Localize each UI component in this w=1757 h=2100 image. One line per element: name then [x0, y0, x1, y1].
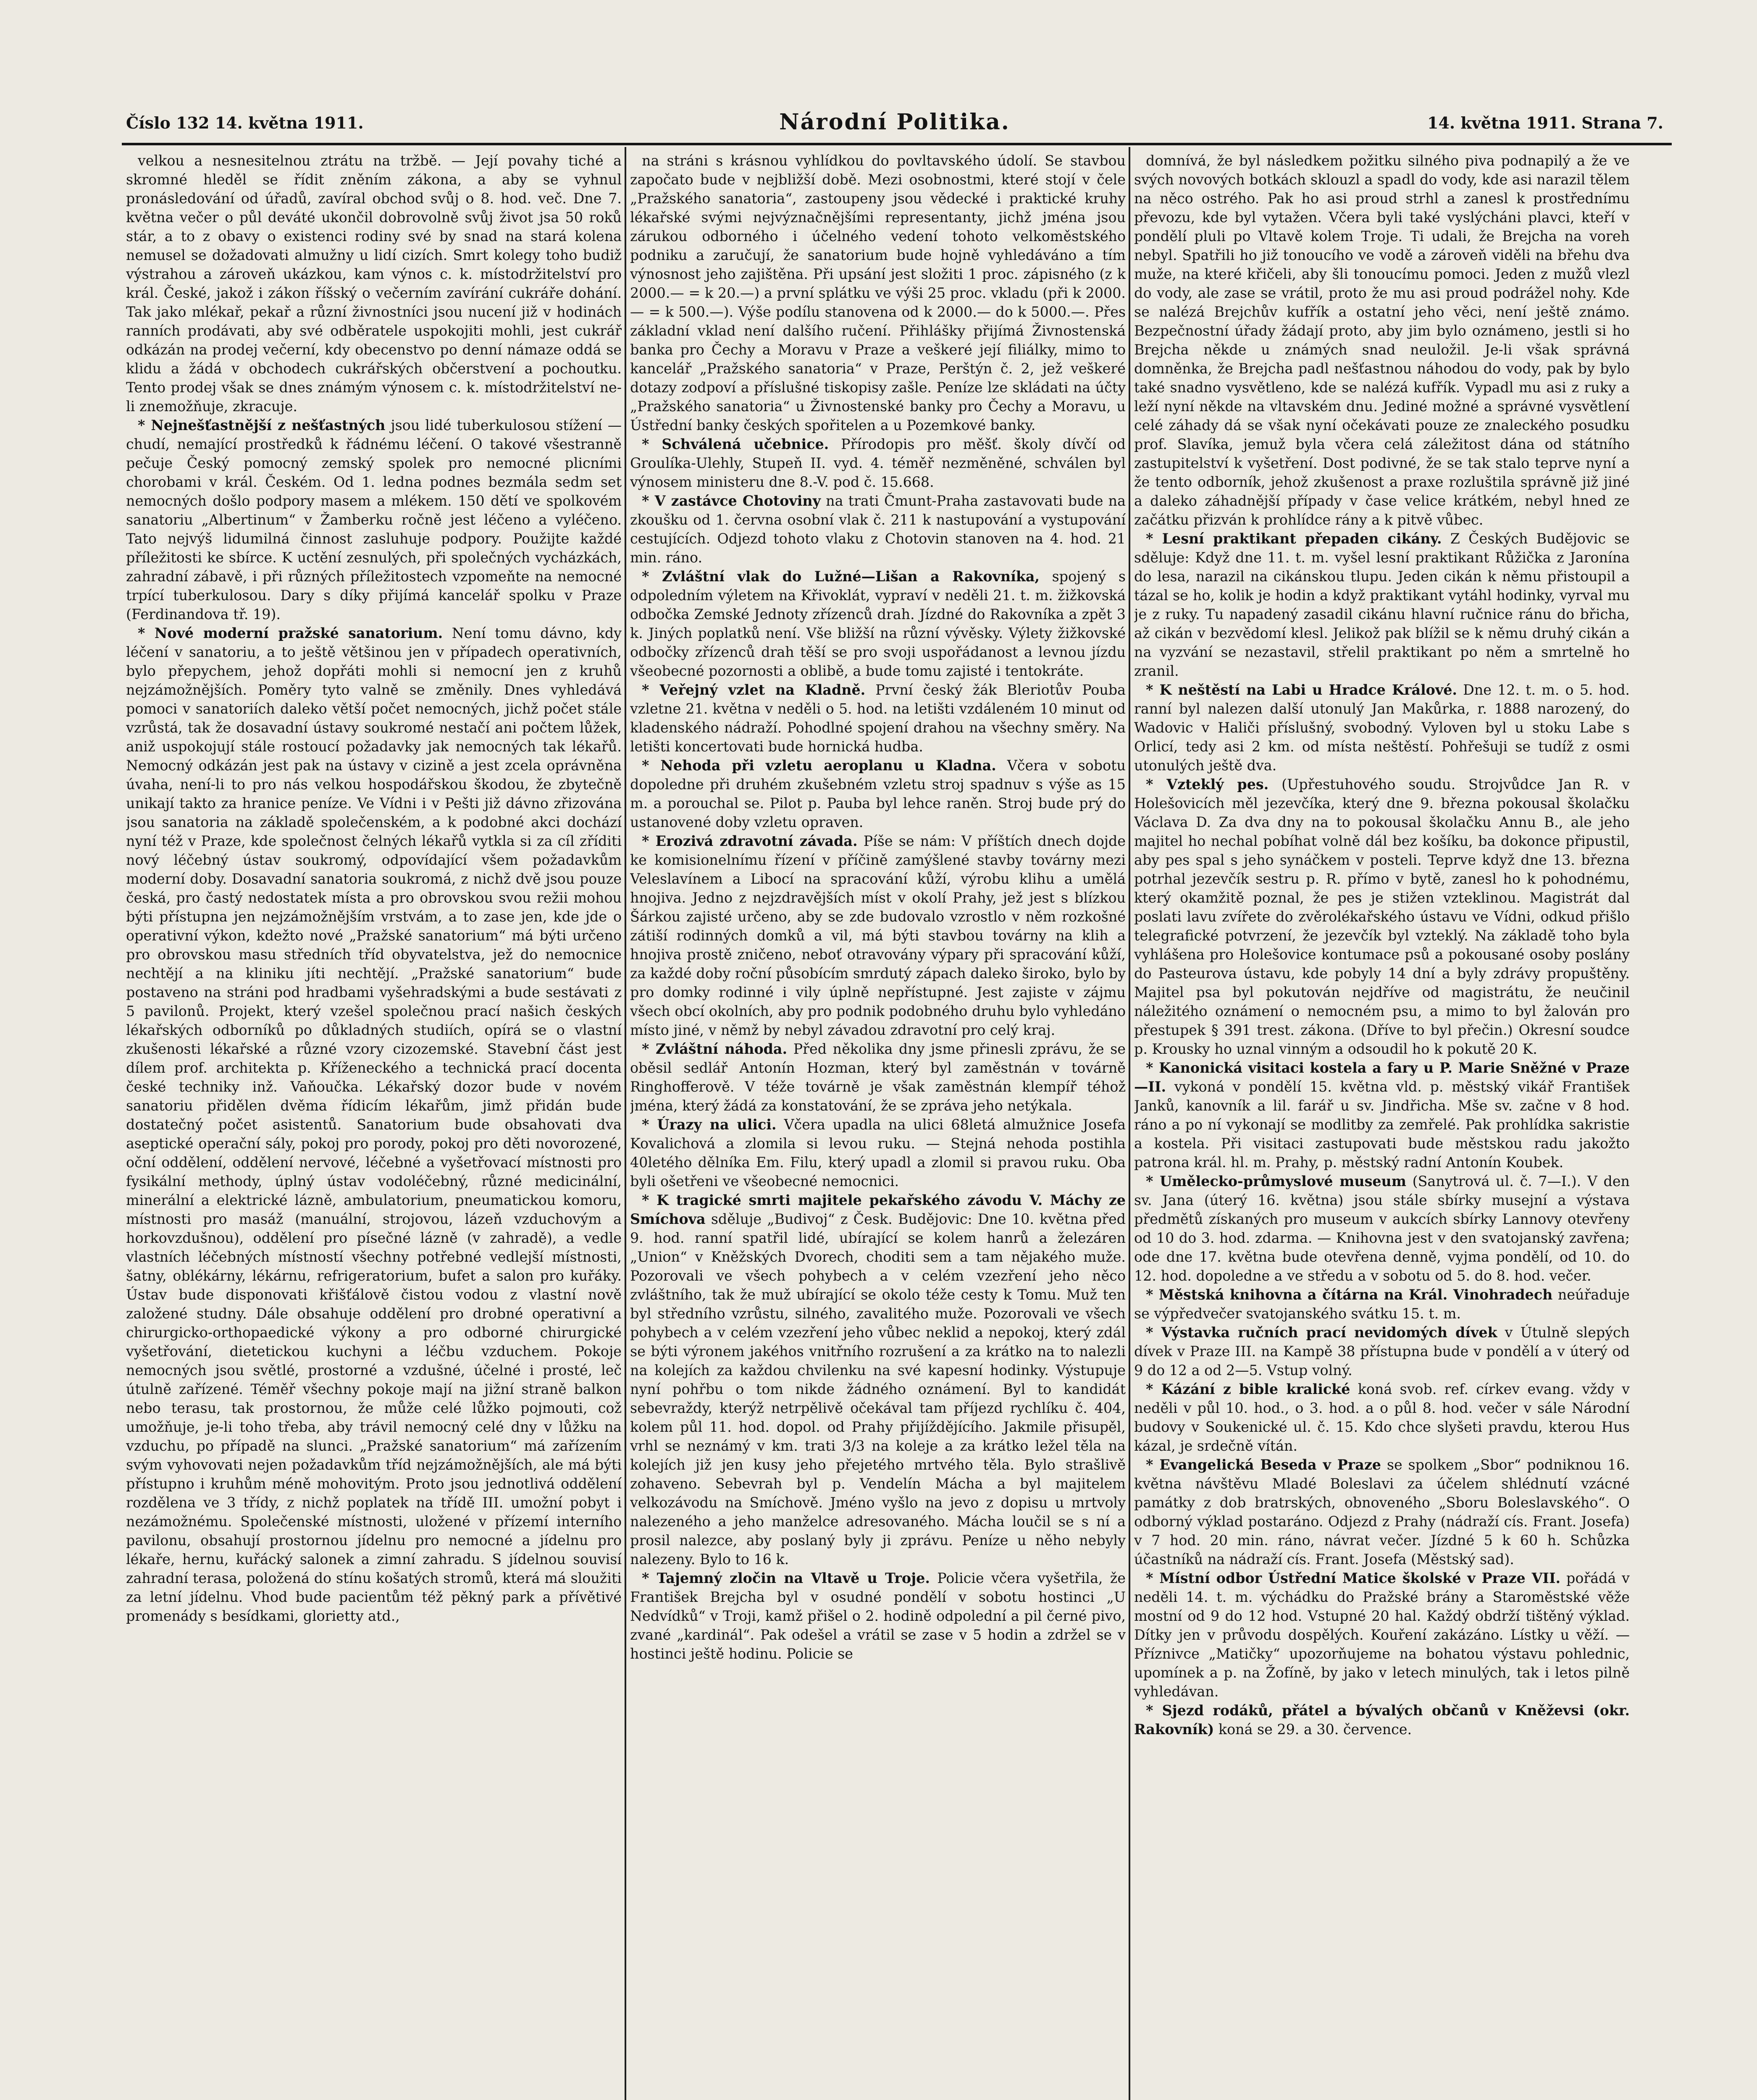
article-headline: * K tragické smrti majitele pekařského závodu V. Máchy ze Smíchova [630, 1192, 1126, 1227]
article-paragraph [630, 435, 1126, 491]
article-text: Policie včera vyšetřila, že František Brejcha byl v osudné pondělí v sobotu hostinci „U Nedvídků“ v Troji, kamž přišel o 2. hodině odpolední a pil černé pivo, zvané „kardinál“. Pak odešel a vrátil se zase v 5 hodin a zdržel se v hostinci ještě hodinu. Policie se [630, 1570, 1126, 1662]
article-headline: * Schválená učebnice. [642, 436, 829, 452]
article-headline: * Zvláštní náhoda. [642, 1041, 788, 1057]
column-1 [126, 151, 622, 2100]
article-text: Dne 12. t. m. o 5. hod. ranní byl nalezen další utonulý Jan Makůrka, r. 1888 narozený, do Wadovic v Haliči příslušný, svobodný. Vyloven byl u stoku Labe s Orlicí, tedy asi 2 km. od místa neštěstí. Pohřešuji se tudíž z osmi utonulých ještě dva. [1134, 682, 1630, 774]
article-paragraph [1134, 1455, 1630, 1569]
article-paragraph [630, 832, 1126, 1040]
article-text: domnívá, že byl následkem požitku silného piva podnapilý a že ve svých novových botkách sklouzl a spadl do vody, kde asi narazil tělem na něco ostrého. Pak ho asi proud strhl a zanesl k prostřednímu převozu, kde byl vytažen. Včera byli také vyslýcháni plavci, kteří v pondělí pluli po Vltavě kolem Troje. Ti udali, že Brejcha na voreh nebyl. Spatřili ho již tonoucího ve vodě a zároveň viděli na břehu dva muže, na které křičeli, aby šli tonoucímu pomoci. Jeden z mužů vlezl do vody, ale zase se vrátil, proto že mu asi proud podrážel nohy. Kde se nalézá Brejchův kufřík a ostatní jeho věci, není ještě známo. Bezpečnostní úřady žádají proto, aby jim bylo oznámeno, jestli si ho Brejcha někde u známých snad neuložil. Je-li však správná domněnka, že Brejcha padl nešťastnou náhodou do vody, pak by bylo také snadno vysvětleno, kde se nalézá kufřík. Vypadl mu asi z ruky a leží nyní někde na vltavském dnu. Jediné možné a správné vysvětlení celé záhady dá se však nyní očekávati pouze ze znaleckého posudku prof. Slavíka, jemuž byla včera celá záležitost dána od státního zastupitelství k vyšetření. Dost podivné, že se tak stalo teprve nyní a že tento odborník, jehož zkušenost a praxe rozluštila správně již jiné a daleko záhadnější případy v čase velice krátkém, nebyl hned ze začátku přizván k prohlídce rány a k pitvě vůbec. [1134, 152, 1630, 528]
article-paragraph [1134, 1701, 1630, 1739]
article-text: jsou lidé tuberkulosou stížení — chudí, nemající prostředků k řádnému léčení. O takové všestranně pečuje Český pomocný zemský spolek pro nemocné plicními chorobami v král. Českém. Od 1. ledna podnes bezmála sedm set nemocných došlo podpory masem a mlékem. 150 dětí ve spolkovém sanatoriu „Albertinum“ v Žamberku ročně jest léčeno a vyléčeno. Tato nejvýš lidumilná činnost zasluhuje podpory. Použijte každé příležitosti ke sbírce. K uctění zesnulých, při společných vycházkách, zahradní zábavě, i při různých příležitostech vzpomeňte na nemocné trpící tuberkulosou. Dary s díky přijímá kancelář spolku v Praze (Ferdinandova tř. 19). [126, 417, 622, 622]
article-paragraph [630, 567, 1126, 680]
article-text: Přírodopis pro měšť. školy dívčí od Groulíka-Ulehly, Stupeň II. vyd. 4. téměř nezměněné, schválen byl výnosem ministeru dne 8.-V. pod č. 15.668. [630, 436, 1126, 490]
article-headline: * Zvláštní vlak do Lužné—Lišan a Rakovníka, [642, 568, 1040, 585]
article-headline: * Místní odbor Ústřední Matice školské v Praze VII. [1146, 1570, 1561, 1586]
article-paragraph [630, 151, 1126, 435]
article-headline: * Městská knihovna a čítárna na Král. Vinohradech [1146, 1286, 1553, 1303]
article-text: Včera v sobotu dopoledne při druhém zkušebném vzletu stroj spadnuv s výše as 15 m. a porouchal se. Pilot p. Pauba byl lehce raněn. Stroj bude prý do ustanovené doby vzletu opraven. [630, 757, 1126, 830]
column-2 [630, 151, 1126, 2100]
article-headline: * Kázání z bible kralické [1146, 1381, 1350, 1397]
article-paragraph [1134, 151, 1630, 529]
article-text: spojený s odpoledním výletem na Křivoklát, vypraví v neděli 21. t. m. žižkovská odbočka Zemské Jednoty zřízenců drah. Jízdné do Rakovníka a zpět 3 k. Jiných poplatků není. Vše bližší na různí vývěsky. Výlety žižkovské odbočky zřízenců drah těší se pro svoji uspořádanost a levnou jízdu všeobecné pozornosti a oblibě, a bude tomu zajisté i tentokráte. [630, 568, 1126, 679]
article-paragraph [1134, 1569, 1630, 1701]
page-header [126, 109, 1663, 143]
article-headline: * Vzteklý pes. [1146, 776, 1269, 793]
article-text: Včera upadla na ulici 68letá almužnice Josefa Kovalichová a zlomila si levou ruku. — Stejná nehoda postihla 40letého dělníka Em. Filu, který upadl a zlomil si pravou ruku. Oba byli ošetřeni ve všeobecné nemocnici. [630, 1116, 1126, 1189]
article-paragraph [630, 756, 1126, 832]
article-paragraph [630, 680, 1126, 756]
article-headline: * Evangelická Beseda v Praze [1146, 1457, 1381, 1473]
article-headline: * Výstavka ručních prací nevidomých dívek [1146, 1324, 1497, 1341]
article-text: koná se 29. a 30. července. [1218, 1721, 1412, 1738]
article-paragraph [1134, 1058, 1630, 1172]
article-text: koná svob. ref. církev evang. vždy v neděli v půl 10. hod., o 3. hod. a o půl 8. hod. večer v sále Národní budovy v Soukenické ul. č. 15. Kdo chce slyšeti pravdu, kterou Hus kázal, je srdečně vítán. [1134, 1381, 1630, 1454]
article-text: Z Českých Budějovic se sděluje: Když dne 11. t. m. vyšel lesní praktikant Růžička z Jaronína do lesa, narazil na cikánskou tlupu. Jeden cikán k němu přistoupil a tázal se ho, kolik je hodin a když praktikant vytáhl hodinky, vyrval mu je z ruky. Tu napadený zasadil cikánu hlavní ručnice ránu do břicha, až cikán v bezvědomí klesl. Jelikož pak blížil se k němu druhý cikán a na vyzvání se nezastavil, střelil praktikant po něm a smrtelně ho zranil. [1134, 530, 1630, 679]
article-headline: * Úrazy na ulici. [642, 1116, 777, 1133]
article-text: Není tomu dávno, kdy léčení v sanatoriu, a to ještě většinou jen v případech operativních, bylo přepychem, jehož dopřáti mohli si nemocní jen z kruhů nejzámožnějších. Poměry tyto valně se změnily. Dnes vyhledává pomoci v sanatoriích daleko větší počet nemocných, jichž počet stále vzrůstá, tak že dosavadní ústavy soukromé nestačí ani počtem lůžek, aniž uspokojují stále rostoucí požadavky jak nemocných tak lékařů. Nemocný odkázán jest pak na ústavy v cizině a jest zcela oprávněna úvaha, není-li to pro nás velkou hospodářskou škodou, že zbytečně unikají takto za hranice peníze. Ve Vídni i v Pešti již dávno zřizována jsou sanatoria na základě společenském, a k podobné akci dochází nyní též v Praze, kde společnost čelných lékařů vytkla si za cíl zříditi nový léčebný ústav soukromý, odpovídající všem požadavkům moderní doby. Dosavadní sanatoria soukromá, z nichž dvě jsou pouze česká, pro častý nedostatek místa a pro obrovskou svou režii mohou býti přístupna jen nejzámožnějším vrstvám, a to zase jen, kde jde o operativní výkon, kdežto nové „Pražské sanatorium“ má býti určeno pro obrovskou masu středních tříd obyvatelstva, jež do nemocnice nechtějí a na kliniku jíti nechtějí. „Pražské sanatorium“ bude postaveno na stráni pod hradbami vyšehradskými a bude sestávati z 5 pavilonů. Projekt, který vzešel společnou prací našich českých lékařských odborníků po důkladných studiích, opírá se o vlastní zkušenosti lékařské a různé vzory cizozemské. Stavební část jest dílem prof. architekta p. Kříženeckého a technická prací docenta české techniky inž. Vaňoučka. Lékařský dozor bude v novém sanatoriu přidělen dvěma řídicím lékařům, jimž přidán bude dostatečný počet asistentů. Sanatorium bude obsahovati dva aseptické operační sály, pokoj pro porody, pokoj pro děti novorozené, oční oddělení, oddělení nervové, léčebné a vyšetřovací místnosti pro fysikální methody, úplný ústav vodoléčebný, různé medicinální, minerální a elektrické lázně, ambulatorium, pneumatickou komoru, místnosti pro masáž (manuální, strojovou, lázeň vzduchovým a horkovzdušnou), oddělení pro písečné lázně (v zahradě), a vedle vlastních léčebných místností všechny potřebné vedlejší místnosti, šatny, oblékárny, lékárnu, refrigeratorium, bufet a salon pro kuřáky. Ústav bude disponovati křišťálově čistou vodou z vlastní nově založené studny. Dále obsahuje oddělení pro drobné operativní a chirurgicko-orthopaedické výkony a pro odborné chirurgické vyšetřování, dietetickou kuchyni a léčbu vzduchem. Pokoje nemocných jsou světlé, prostorné a vzdušné, účelné i prosté, leč útulně zařízené. Téměř všechny pokoje mají na jižní straně balkon nebo terasu, tak prostornou, že může celé lůžko pojmouti, což umožňuje, je-li toho třeba, aby trávil nemocný celé dny v lůžku na vzduchu, po případě na slunci. „Pražské sanatorium“ má zařízením svým vyhovovati nejen požadavkům tříd nejzámožnějších, ale má býti přístupno i kruhům méně mohovitým. Proto jsou jednotlivá oddělení rozdělena ve 3 třídy, z nichž poplatek na třídě III. umožní pobyt i nezámožnému. Společenské místnosti, uložené v přízemí interního pavilonu, obsahují prostornou jídelnu pro nemocné a jídelnu pro lékaře, hernu, kuřácký salonek a zimní zahradu. S jídelnou souvisí zahradní terasa, položená do stínu košatých stromů, která má sloužiti za letní jídelnu. Vhod bude pacientům též pěkný park a přívětivé promenády s besídkami, glorietty atd., [126, 625, 622, 1624]
article-paragraph [1134, 1323, 1630, 1380]
article-headline: * Nejnešťastnější z nešťastných [138, 417, 386, 433]
article-text: pořádá v neděli 14. t. m. výchádku do Pražské brány a Staroměstské věže mostní od 9 do 12 hod. Vstupné 20 hal. Každý obdrží tištěný výklad. Dítky jen v průvodu dospělých. Kouření zakázáno. Lístky u věží. — Příznivce „Matičky“ upozorňujeme na bohatou výstavu pohlednic, upomínek a p. na Žofíně, by jako v letech minulých, tak i letos pilně vyhledávan. [1134, 1570, 1630, 1700]
article-headline: * Erozivá zdravotní závada. [642, 833, 858, 849]
article-headline: * K neštěstí na Labi u Hradce Králové. [1146, 682, 1457, 698]
article-headline: * Nové moderní pražské sanatorium. [138, 625, 443, 641]
article-headline: * V zastávce Chotoviny [642, 493, 821, 509]
article-headline: * Veřejný vzlet na Kladně. [642, 682, 866, 698]
article-text: Před několika dny jsme přinesli zprávu, že se oběsil sedlář Antonín Hozman, který byl zaměstnán v továrně Ringhofferově. V téže továrně je však zaměstnán klempíř téhož jména, který žádá za konstatování, že se zpráva jeho netýkala. [630, 1041, 1126, 1114]
article-paragraph [630, 1040, 1126, 1115]
article-text: na trati Čmunt-Praha zastavovati bude na zkoušku od 1. června osobní vlak č. 211 k nastupování a vystupování cestujících. Odjezd tohoto vlaku z Chotovin stanoven na 4. hod. 21 min. ráno. [630, 493, 1126, 566]
issue-number-date: Číslo 132 14. května 1911. [126, 113, 364, 132]
article-paragraph [1134, 775, 1630, 1058]
column-divider [625, 147, 626, 2100]
article-text: velkou a nesnesitelnou ztrátu na tržbě. — Její povahy tiché a skromné hleděl se řídit zněním zákona, a aby se vyhnul pronásledování od úřadů, zavíral obchod svůj o 8. hod. več. Dne 7. května večer o půl deváté ukončil dobrovolně svůj život jsa 50 roků stár, a to z obavy o existenci rodiny své by snad na stará kolena nemusel se dožadovati almužny u lidí cizích. Smrt kolegy toho budiž výstrahou a zároveň ukázkou, kam výnos c. k. místodržitelství pro král. České, jakož i zákon říšský o večerním zavírání cukráře dohání. Tak jako mlékař, pekař a různí živnostníci jsou nucení již v hodinách ranních prodávati, aby své odběratele uspokojiti mohli, jest cukrář odkázán na prodej večerní, kdy obecenstvo po denní námaze oddá se klidu a žádá v obchodech cukrářských občerstvení a pochoutku. Tento prodej však se dnes známým výnosem c. k. místodržitelství ne-li znemožňuje, zkracuje. [126, 152, 622, 415]
article-text: v Útulně slepých dívek v Praze III. na Kampě 38 přístupna bude v pondělí a v úterý od 9 do 12 a od 2—5. Vstup volný. [1134, 1324, 1630, 1378]
article-paragraph [126, 624, 622, 1625]
article-text: neúřaduje se výpředvečer svatojanského svátku 15. t. m. [1134, 1286, 1630, 1322]
article-paragraph [1134, 1380, 1630, 1455]
article-headline: * Nehoda při vzletu aeroplanu u Kladna. [642, 757, 996, 774]
header-rule [122, 143, 1672, 145]
article-headline: * Umělecko-průmyslové museum [1146, 1173, 1406, 1189]
article-paragraph [630, 491, 1126, 567]
article-headline: * Tajemný zločin na Vltavě u Troje. [642, 1570, 930, 1586]
article-text: (Upřestuhového soudu. Strojvůdce Jan R. v Holešovicích měl jezevčíka, který dne 9. března pokousal školačku Václava D. Za dva dny na to pokousal školačku Annu B., ale jeho majitel ho nechal pobíhat volně dál bez košíku, ba dokonce připustil, aby pes spal s jeho synáčkem v posteli. Teprve když dne 13. března potrhal jezevčík sestru p. R. přímo v bytě, zanesl ho k pohodnému, který okamžitě poznal, že pes je stižen vzteklinou. Magistrát dal poslati lavu zvířete do zvěrolékařského ústavu ve Vídni, odkud přišlo telegrafické potvrzení, že jezevčík byl vzteklý. Na základě toho byla vyhlášena pro Holešovice kontumace psů a pokousané osoby poslány do Pasteurova ústavu, kde pobyly 14 dní a byly zdrávy propuštěny. Majitel psa byl pokutován nejdříve od magistrátu, že neučinil náležitého oznámení o nemocném psu, a mimo to byl žalován pro přestupek § 391 trest. zákona. (Dříve to byl přečin.) Okresní soudce p. Krousky ho uznal vinným a odsoudil ho k pokutě 20 K. [1134, 776, 1630, 1057]
article-text: Píše se nám: V příštích dnech dojde ke komisionelnímu řízení v příčině zamýšlené stavby továrny mezi Veleslavínem a Libocí na spracování kůží, výrobu klihu a umělá hnojiva. Jedno z nejzdravějších míst v okolí Prahy, jež jest s blízkou Šárkou zajisté určeno, aby se zde budovalo vzrostlo v něm rozkošné zátiší rodinných domků a vil, má býti stavbou továrny na klih a hnojiva prostě zničeno, neboť otravovány výpary při spracování kůží, za každé doby roční působícím smrdutý zápach daleko široko, bylo by pro domky rodinné i vily úplně nepřístupné. Jest zajiste v zájmu všech obcí okolních, aby pro podnik podobného druhu bylo vyhledáno místo jiné, v němž by nebyl závadou zdravotní pro celý kraj. [630, 833, 1126, 1038]
article-text: vykoná v pondělí 15. května vld. p. městský vikář František Janků, kanovník a lil. farář u sv. Jindřicha. Mše sv. začne v 8 hod. ráno a po ní vykonají se modlitby za zemřelé. Pak prohlídka sakristie a kostela. Při visitaci zastupovati bude městskou radu jakožto patrona král. hl. m. Prahy, p. městský radní Antonín Koubek. [1134, 1079, 1630, 1171]
date-page-number: 14. května 1911. Strana 7. [1427, 113, 1663, 132]
article-paragraph [630, 1191, 1126, 1569]
article-text: na stráni s krásnou vyhlídkou do povltavského údolí. Se stavbou započato bude v nejbližší době. Mezi osobnostmi, které stojí v čele „Pražského sanatoria“, zastoupeny jsou vědecké i praktické kruhy lékařské svými nejvýznačnějšími representanty, jichž jména jsou zárukou odborného i účelného vedení tohoto velkoměstského podniku a zaručují, že sanatorium bude hojně vyhledáváno a tím výnosnost jeho zajištěna. Při upsání jest složiti 1 proc. zápisného (z k 2000.— = k 20.—) a první splátku ve výši 25 proc. vkladu (při k 2000.— = k 500.—). Výše podílu stanovena od k 2000.— do k 5000.—. Přes základní vklad není dalšího ručení. Přihlášky přijímá Živnostenská banka pro Čechy a Moravu v Praze a veškeré její filiálky, mimo to kancelář „Pražského sanatoria“ v Praze, Perštýn č. 2, jež veškeré dotazy zodpoví a příslušné tiskopisy zašle. Peníze lze skládati na účty „Pražského sanatoria“ u Živnostenské banky pro Čechy a Moravu, u Ústřední banky českých spořitelen a u Pozemkové banky. [630, 152, 1126, 433]
article-headline: * Kanonická visitaci kostela a fary u P. Marie Sněžné v Praze—II. [1134, 1060, 1630, 1095]
article-text: (Sanytrová ul. č. 7—I.). V den sv. Jana (úterý 16. května) jsou stále sbírky musejní a výstava předmětů získaných pro museum v aukcích sbírky Lannovy otevřeny od 10 do 3. hod. zdarma. — Knihovna jest v den svatojanský zavřena; ode dne 17. května bude otevřena denně, vyjma pondělí, od 10. do 12. hod. dopoledne a ve středu a v sobotu od 5. do 8. hod. večer. [1134, 1173, 1630, 1284]
article-text: se spolkem „Sbor“ podniknou 16. května návštěvu Mladé Boleslavi za účelem shlédnutí vzácné památky z dob bratrských, obnoveného „Sboru Boleslavského“. O odborný výklad postaráno. Odjezd z Prahy (nádraží cís. Frant. Josefa) v 7 hod. 20 min. ráno, návrat večer. Jízdné 5 k 60 h. Schůzka účastníků na nádraží cís. Frant. Josefa (Městský sad). [1134, 1457, 1630, 1567]
column-divider [1129, 147, 1130, 2100]
article-paragraph [1134, 680, 1630, 775]
article-headline: * Sjezd rodáků, přátel a bývalých občanů v Kněževsi (okr. Rakovník) [1134, 1702, 1630, 1738]
column-3 [1134, 151, 1630, 2100]
article-text: První český žák Bleriotův Pouba vzletne 21. května v neděli o 5. hod. na letišti vzdáleném 10 minut od kladenského nádraží. Pohodlné spojení drahou na všechny směry. Na letišti koncertovati bude hornická hudba. [630, 682, 1126, 755]
article-paragraph [1134, 1285, 1630, 1323]
article-paragraph [1134, 529, 1630, 680]
masthead-title: Národní Politika. [779, 109, 1010, 135]
article-paragraph [630, 1569, 1126, 1663]
article-paragraph [126, 151, 622, 416]
article-paragraph [1134, 1172, 1630, 1285]
article-paragraph [630, 1115, 1126, 1191]
article-headline: * Lesní praktikant přepaden cikány. [1146, 530, 1442, 547]
article-text: sděluje „Budivoj“ z Česk. Budějovic: Dne 10. května před 9. hod. ranní spatřil lidé, ubírající se kolem hanrů a železáren „Union“ v Kněžských Dvorech, choditi sem a tam nějakého muže. Pozorovali ve všech pohybech a v celém vzezření jeho něco zvláštního, tak že muž ubírající se okolo téže cesty k Tomu. Muž ten byl středního vzrůstu, silného, zavalitého muže. Pozorovali ve všech pohybech a v celém vzezření jeho vůbec neklid a nepokoj, který zdál se býti výronem jakéhos vnitřního rozrušení a za krátko na to nalezli na kolejích za každou chvilenku na své kapesní hodinky. Výstupuje nyní pohřbu o tom nikde žádného oznámení. Byl to kandidát sebevraždy, kterýž netrpělivě očekával tam příjezd rychlíku č. 404, kolem půl 11. hod. dopol. od Prahy přijíždějícího. Jakmile přisupěl, vrhl se neznámý v km. trati 3/3 na koleje a za krátko ležel těla na kolejích již jen kusy jeho přejetého mrtvého těla. Bylo strašlivě zohaveno. Sebevrah byl p. Vendelín Mácha a byl majitelem velkozávodu na Smíchově. Jméno vyšlo na jevo z dopisu u mrtvoly nalezeného a jeho manželce adresovaného. Mácha loučil se s ní a prosil nalezce, aby poslaný byly ji zprávu. Peníze u něho nebyly nalezeny. Bylo to 16 k. [630, 1211, 1126, 1567]
article-paragraph [126, 416, 622, 624]
